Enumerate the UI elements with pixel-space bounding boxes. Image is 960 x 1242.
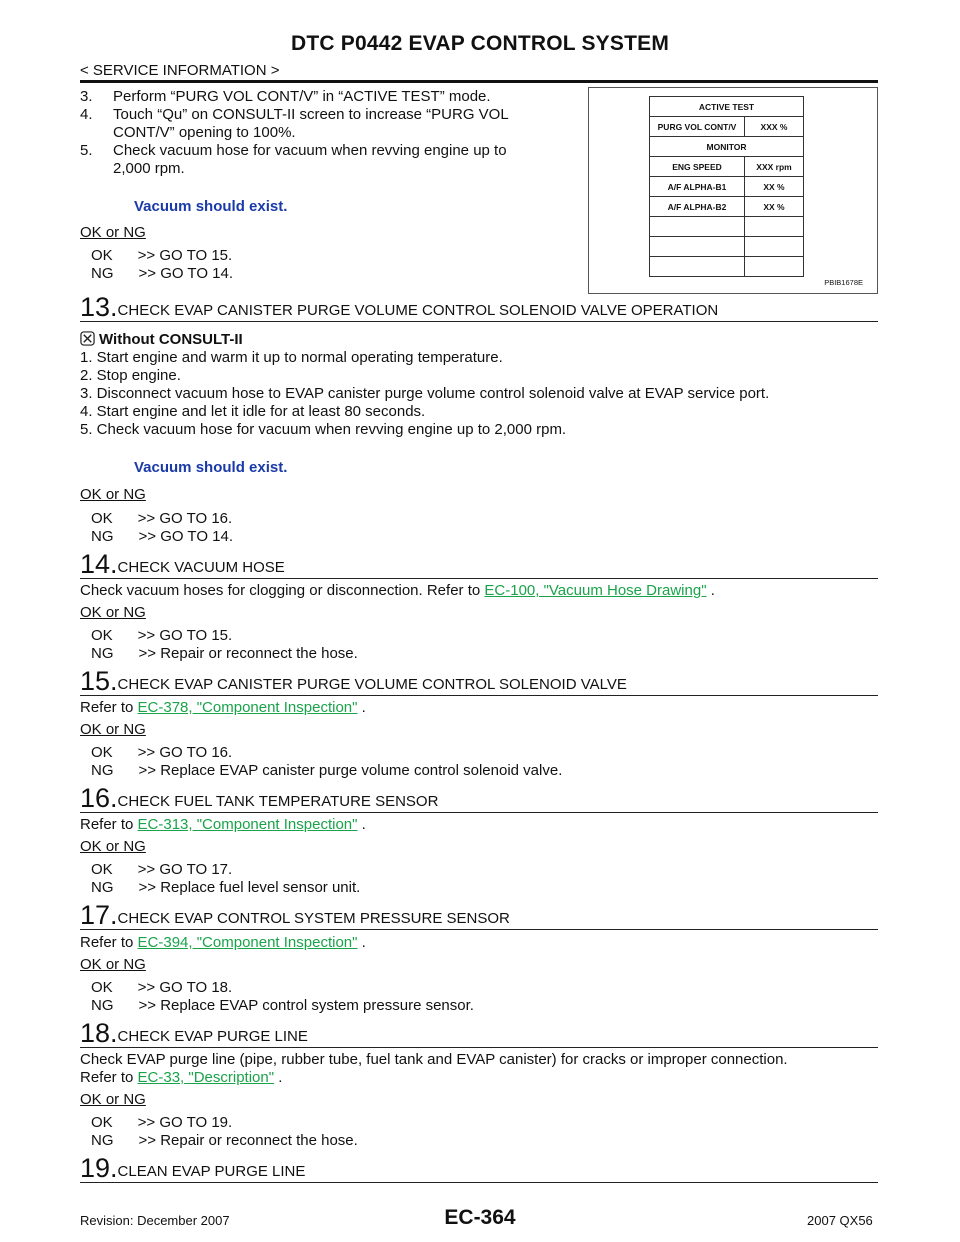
no-consult-icon xyxy=(80,331,95,346)
result-ng: NG >> Repair or reconnect the hose. xyxy=(91,645,358,662)
intro-step-5-cont: 2,000 rpm. xyxy=(113,160,185,177)
intro-step-5: 5. Check vacuum hose for vacuum when revving engine up to xyxy=(80,142,507,159)
panel-cell: XX % xyxy=(745,177,804,197)
step-13-item: 2. Stop engine. xyxy=(80,367,181,384)
step-13-item: 1. Start engine and warm it up to normal operating temperature. xyxy=(80,349,503,366)
step-16-heading: 16.CHECK FUEL TANK TEMPERATURE SENSOR xyxy=(80,783,878,813)
result-ng: NG >> GO TO 14. xyxy=(91,528,234,545)
vacuum-note: Vacuum should exist. xyxy=(134,459,288,476)
intro-step-4: 4. Touch “Qu” on CONSULT-II screen to increase “PURG VOL xyxy=(80,106,509,123)
step-18-heading: 18.CHECK EVAP PURGE LINE xyxy=(80,1018,878,1048)
vacuum-note: Vacuum should exist. xyxy=(134,198,288,215)
panel-cell: ENG SPEED xyxy=(650,157,745,177)
step-13-heading: 13.CHECK EVAP CANISTER PURGE VOLUME CONTROL SOLENOID VALVE OPERATION xyxy=(80,292,878,322)
panel-cell: XXX % xyxy=(745,117,804,137)
result-ok: OK >> GO TO 15. xyxy=(91,627,233,644)
section-label: < SERVICE INFORMATION > xyxy=(80,62,280,79)
ok-ng-label: OK or NG xyxy=(80,956,146,973)
ok-ng-label: OK or NG xyxy=(80,604,146,621)
step-15-text: Refer to EC-378, "Component Inspection" . xyxy=(80,699,366,716)
step-16-text: Refer to EC-313, "Component Inspection" . xyxy=(80,816,366,833)
result-ok: OK >> GO TO 16. xyxy=(91,510,233,527)
panel-empty-cell xyxy=(650,217,745,237)
link-vacuum-hose-drawing[interactable]: EC-100, "Vacuum Hose Drawing" xyxy=(484,582,707,599)
link-ec-378[interactable]: EC-378, "Component Inspection" xyxy=(137,699,358,716)
mode-without-consult: Without CONSULT-II xyxy=(80,331,243,348)
page-title: DTC P0442 EVAP CONTROL SYSTEM xyxy=(290,32,670,55)
step-13-item: 5. Check vacuum hose for vacuum when revving engine up to 2,000 rpm. xyxy=(80,421,567,438)
header-divider xyxy=(80,80,878,83)
ok-ng-label: OK or NG xyxy=(80,1091,146,1108)
panel-empty-cell xyxy=(745,217,804,237)
step-14-text: Check vacuum hoses for clogging or disconnection. Refer to EC-100, "Vacuum Hose Drawing" . xyxy=(80,582,715,599)
result-ng: NG >> Repair or reconnect the hose. xyxy=(91,1132,358,1149)
footer-page-number: EC-364 xyxy=(444,1206,516,1229)
panel-cell: XXX rpm xyxy=(745,157,804,177)
result-ng: NG >> Replace EVAP canister purge volume control solenoid valve. xyxy=(91,762,563,779)
step-13-item: 4. Start engine and let it idle for at least 80 seconds. xyxy=(80,403,426,420)
link-ec-394[interactable]: EC-394, "Component Inspection" xyxy=(137,934,358,951)
active-test-table xyxy=(649,96,804,277)
panel-empty-cell xyxy=(745,257,804,277)
result-ok: OK >> GO TO 18. xyxy=(91,979,233,996)
step-17-heading: 17.CHECK EVAP CONTROL SYSTEM PRESSURE SENSOR xyxy=(80,900,878,930)
panel-empty-cell xyxy=(650,237,745,257)
step-17-text: Refer to EC-394, "Component Inspection" . xyxy=(80,934,366,951)
footer-model: 2007 QX56 xyxy=(807,1213,873,1228)
figure-code: PBIB1678E xyxy=(824,278,863,287)
step-14-heading: 14.CHECK VACUUM HOSE xyxy=(80,549,878,579)
step-13-item: 3. Disconnect vacuum hose to EVAP canister purge volume control solenoid valve at EVAP service port. xyxy=(80,385,770,402)
link-ec-33[interactable]: EC-33, "Description" xyxy=(137,1069,275,1086)
step-18-text: Check EVAP purge line (pipe, rubber tube, fuel tank and EVAP canister) for cracks or improper connection. xyxy=(80,1051,788,1068)
step-19-heading: 19.CLEAN EVAP PURGE LINE xyxy=(80,1153,878,1183)
step-18-refer: Refer to EC-33, "Description" . xyxy=(80,1069,283,1086)
result-ng: NG >> Replace EVAP control system pressure sensor. xyxy=(91,997,474,1014)
intro-step-3: 3. Perform “PURG VOL CONT/V” in “ACTIVE TEST” mode. xyxy=(80,88,491,105)
ok-ng-label: OK or NG xyxy=(80,838,146,855)
result-ng: NG >> GO TO 14. xyxy=(91,265,234,282)
panel-empty-cell xyxy=(650,257,745,277)
result-ok: OK >> GO TO 19. xyxy=(91,1114,233,1131)
result-ok: OK >> GO TO 15. xyxy=(91,247,233,264)
step-15-heading: 15.CHECK EVAP CANISTER PURGE VOLUME CONTROL SOLENOID VALVE xyxy=(80,666,878,696)
intro-step-4-cont: CONT/V” opening to 100%. xyxy=(113,124,296,141)
footer-revision: Revision: December 2007 xyxy=(80,1213,230,1228)
panel-cell: A/F ALPHA-B2 xyxy=(650,197,745,217)
panel-empty-cell xyxy=(745,237,804,257)
ok-ng-label: OK or NG xyxy=(80,721,146,738)
panel-cell: A/F ALPHA-B1 xyxy=(650,177,745,197)
result-ok: OK >> GO TO 16. xyxy=(91,744,233,761)
consult-screen-illustration xyxy=(588,87,878,294)
result-ng: NG >> Replace fuel level sensor unit. xyxy=(91,879,361,896)
panel-cell: XX % xyxy=(745,197,804,217)
link-ec-313[interactable]: EC-313, "Component Inspection" xyxy=(137,816,358,833)
panel-row: MONITOR xyxy=(650,137,804,157)
panel-row: ACTIVE TEST xyxy=(650,97,804,117)
panel-cell: PURG VOL CONT/V xyxy=(650,117,745,137)
ok-ng-label: OK or NG xyxy=(80,224,146,241)
result-ok: OK >> GO TO 17. xyxy=(91,861,233,878)
ok-ng-label: OK or NG xyxy=(80,486,146,503)
